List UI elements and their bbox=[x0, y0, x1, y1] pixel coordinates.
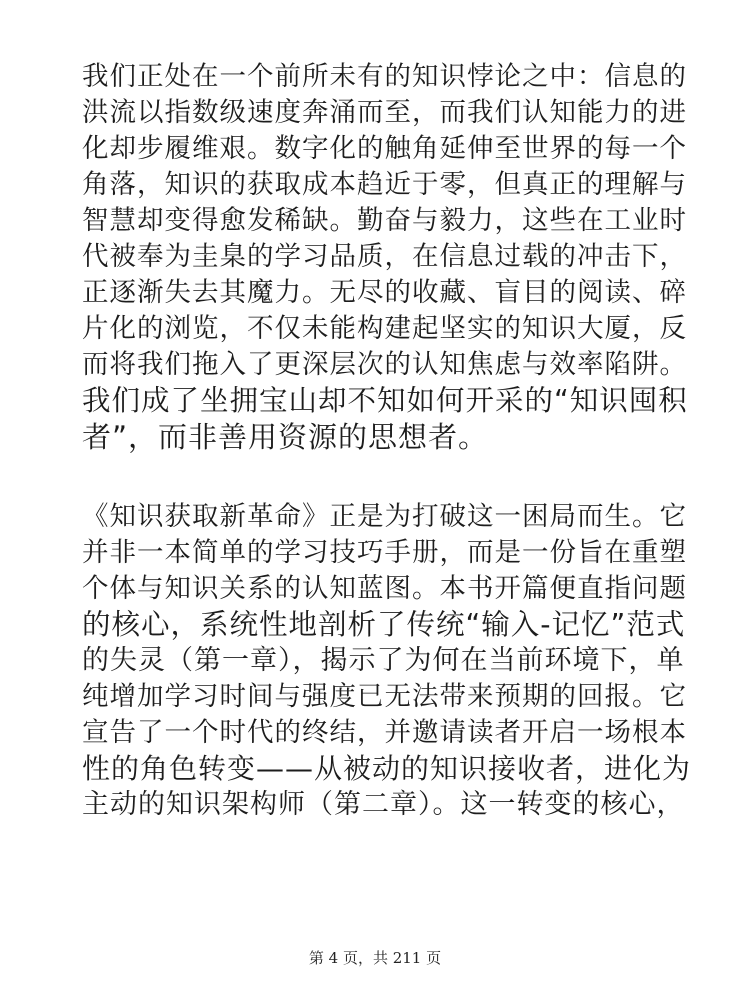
text-line: 片化的浏览，不仅未能构建起坚实的知识大厦，反 bbox=[82, 313, 687, 344]
text-line: 我们正处在一个前所未有的知识悖论之中：信息的 bbox=[82, 61, 687, 92]
text-line: 性的角色转变——从被动的知识接收者，进化为 bbox=[82, 752, 692, 785]
text-line: 纯增加学习时间与强度已无法带来预期的回报。它 bbox=[82, 681, 687, 712]
text-line: 洪流以指数级速度奔涌而至，而我们认知能力的进 bbox=[82, 97, 687, 128]
text-line: 个体与知识关系的认知蓝图。本书开篇便直指问题 bbox=[82, 573, 687, 604]
text-line: 主动的知识架构师（第二章）。这一转变的核心， bbox=[82, 789, 685, 820]
text-line: 角落，知识的获取成本趋近于零，但真正的理解与 bbox=[82, 169, 687, 200]
text-line: 代被奉为圭臬的学习品质，在信息过载的冲击下， bbox=[82, 241, 687, 272]
text-line: 宣告了一个时代的终结，并邀请读者开启一场根本 bbox=[82, 717, 687, 748]
text-line: 并非一本简单的学习技巧手册，而是一份旨在重塑 bbox=[82, 537, 687, 568]
text-line: 智慧却变得愈发稀缺。勤奋与毅力，这些在工业时 bbox=[82, 205, 687, 236]
text-line: 的核心，系统性地剖析了传统“输入-记忆”范式 bbox=[82, 608, 686, 641]
page-number-footer: 第 4 页，共 211 页 bbox=[308, 949, 442, 967]
text-line: 《知识获取新革命》正是为打破这一困局而生。它 bbox=[82, 501, 687, 532]
text-line: 者”，而非善用资源的思想者。 bbox=[82, 420, 489, 454]
text-line: 化却步履维艰。数字化的触角延伸至世界的每一个 bbox=[82, 133, 687, 164]
text-line: 我们成了坐拥宝山却不知如何开采的“知识囤积 bbox=[82, 384, 688, 417]
text-line: 而将我们拖入了更深层次的认知焦虑与效率陷阱。 bbox=[82, 349, 687, 380]
text-line: 正逐渐失去其魔力。无尽的收藏、盲目的阅读、碎 bbox=[82, 277, 687, 308]
text-line: 的失灵（第一章），揭示了为何在当前环境下，单 bbox=[82, 645, 685, 676]
